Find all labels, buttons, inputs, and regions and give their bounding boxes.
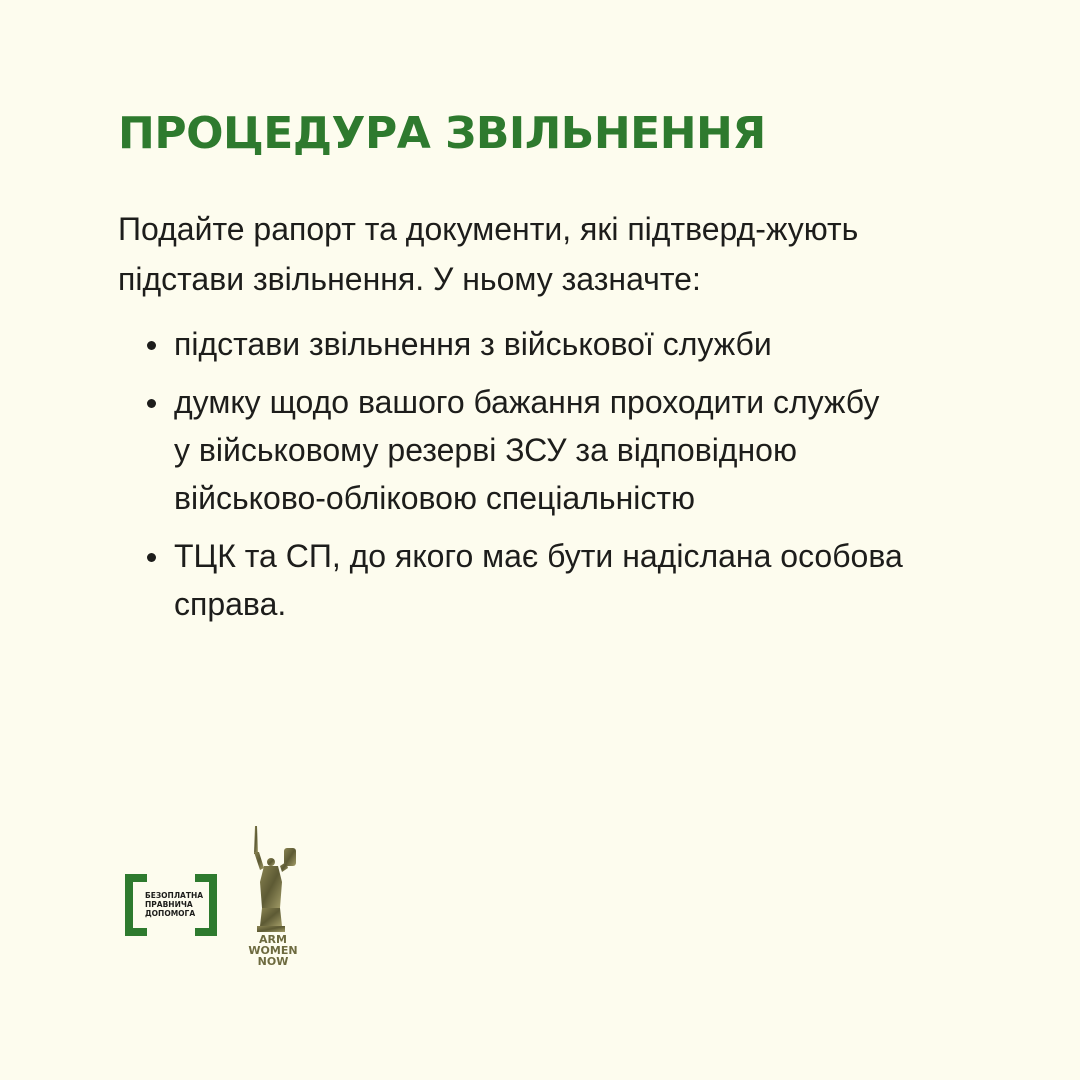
arm-women-now-logo-text: [240, 934, 306, 967]
logo-text-line: БЕЗОПЛАТНА: [145, 891, 204, 900]
intro-line: підстави звільнення. У ньому зазначте:: [118, 261, 701, 297]
list-item: [118, 378, 998, 522]
list-item-text: у військовому резерві ЗСУ за відповідною: [174, 432, 797, 468]
arm-women-now-logo: [240, 822, 306, 982]
intro-paragraph: [118, 204, 998, 304]
intro-line: Подайте рапорт та документи, які підтверд-жують: [118, 211, 859, 247]
legal-aid-logo: [125, 874, 217, 936]
list-item-text: військово-обліковою спеціальністю: [174, 480, 695, 516]
list-item: [118, 532, 998, 628]
motherland-statue-icon: [240, 822, 306, 934]
logo-text-line: WOMEN: [248, 944, 298, 957]
logo-text-line: ДОПОМОГА: [145, 909, 196, 918]
logo-text-line: NOW: [257, 955, 289, 968]
list-item-text: підстави звільнення з військової служби: [174, 326, 772, 362]
bullet-icon: [147, 553, 156, 562]
logo-text-line: ARM: [259, 933, 287, 946]
bullet-icon: [147, 341, 156, 350]
legal-aid-logo-text: [145, 891, 205, 918]
logo-text-line: ПРАВНИЧА: [145, 900, 193, 909]
page-title: ПРОЦЕДУРА ЗВІЛЬНЕННЯ: [118, 108, 766, 159]
requirements-list: [118, 320, 998, 638]
list-item-text: справа.: [174, 586, 287, 622]
list-item: [118, 320, 998, 368]
bracket-left-icon: [125, 874, 147, 936]
bullet-icon: [147, 399, 156, 408]
list-item-text: ТЦК та СП, до якого має бути надіслана особова: [174, 538, 903, 574]
list-item-text: думку щодо вашого бажання проходити службу: [174, 384, 880, 420]
